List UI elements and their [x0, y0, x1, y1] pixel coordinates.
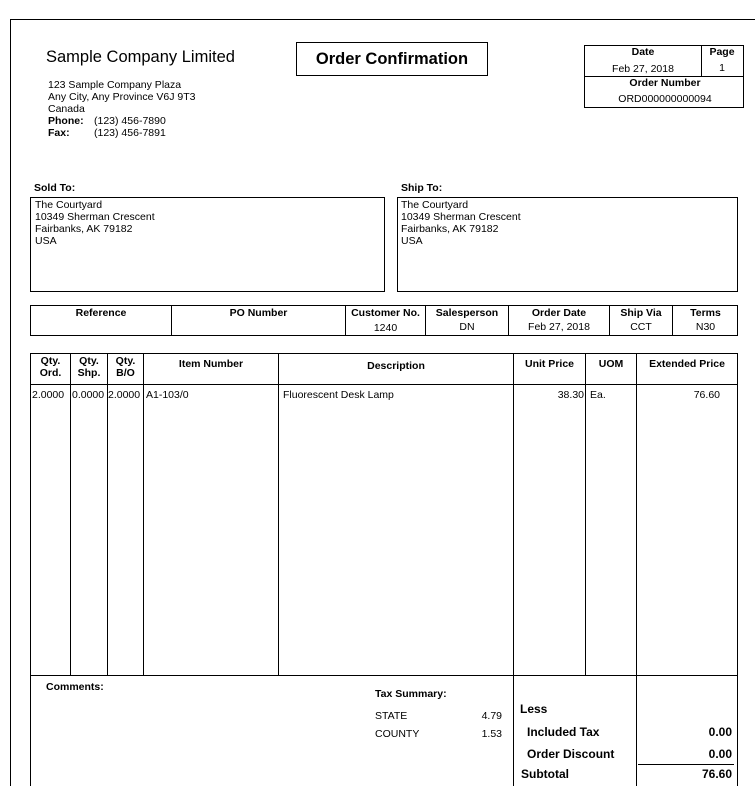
items-col-divider: [278, 353, 279, 676]
sold-to-line: Fairbanks, AK 79182: [35, 223, 133, 235]
order-date-label: Order Date: [531, 307, 587, 319]
cell-qty-shp: 0.0000: [72, 389, 105, 401]
order-number-value: ORD000000000094: [618, 93, 712, 105]
cell-uom: Ea.: [590, 389, 606, 401]
reference-label: Reference: [75, 307, 127, 319]
salesperson-value: DN: [459, 321, 475, 333]
date-value: Feb 27, 2018: [612, 63, 674, 75]
col-header-unit-price: Unit Price: [524, 358, 574, 370]
page-label: Page: [709, 46, 735, 58]
ship-to-line: The Courtyard: [401, 199, 469, 211]
items-header-bottom: [30, 384, 738, 385]
order-date-value: Feb 27, 2018: [528, 321, 590, 333]
comments-label: Comments:: [46, 681, 104, 693]
page-left-border: [10, 19, 11, 786]
po-number-label: PO Number: [229, 307, 288, 319]
company-address-line: Any City, Any Province V6J 9T3: [48, 91, 196, 103]
items-col-divider: [513, 353, 514, 786]
page-value: 1: [719, 62, 725, 74]
tax-name: STATE: [375, 710, 408, 722]
phone-value: (123) 456-7890: [94, 115, 166, 127]
sold-to-line: The Courtyard: [35, 199, 103, 211]
fax-value: (123) 456-7891: [94, 127, 166, 139]
col-header-qty-shp: [71, 355, 107, 379]
col-header-description: Description: [367, 360, 425, 372]
ship-to-line: Fairbanks, AK 79182: [401, 223, 499, 235]
col-header-qty-bo: [108, 355, 143, 379]
items-table-top: [30, 353, 738, 354]
company-address-line: 123 Sample Company Plaza: [48, 79, 182, 91]
items-col-divider: [737, 353, 738, 786]
sold-to-line: USA: [35, 235, 57, 247]
ship-to-label: Ship To:: [401, 182, 443, 194]
tax-summary-label: Tax Summary:: [375, 688, 447, 700]
col-header-line: Ord.: [39, 367, 62, 379]
col-header-line: Qty.: [40, 355, 61, 367]
subtotal-rule: [638, 764, 734, 765]
cell-description: Fluorescent Desk Lamp: [283, 389, 394, 401]
date-label: Date: [631, 46, 655, 58]
ship-via-label: Ship Via: [620, 307, 662, 319]
items-col-divider: [30, 353, 31, 786]
phone-label: Phone:: [48, 115, 84, 127]
tax-amount: 4.79: [481, 710, 502, 722]
col-header-uom: UOM: [598, 358, 624, 370]
cell-extended-price: 76.60: [693, 389, 720, 401]
ship-to-line: USA: [401, 235, 423, 247]
fax-label: Fax:: [48, 127, 70, 139]
company-address: [48, 79, 195, 115]
items-table-bottom: [30, 675, 738, 676]
order-discount-value: 0.00: [708, 747, 732, 761]
page-top-border: [10, 19, 755, 20]
items-col-divider: [143, 353, 144, 676]
cell-qty-bo: 2.0000: [108, 389, 141, 401]
items-col-divider: [636, 353, 637, 786]
company-name: Sample Company Limited: [46, 48, 235, 66]
order-discount-label: Order Discount: [527, 747, 615, 761]
company-address-line: Canada: [48, 103, 85, 115]
ship-to-address: [401, 199, 521, 247]
sold-to-label: Sold To:: [34, 182, 76, 194]
order-number-label: Order Number: [629, 77, 701, 89]
col-header-item-number: Item Number: [178, 358, 244, 370]
terms-label: Terms: [690, 307, 721, 319]
salesperson-label: Salesperson: [435, 307, 499, 319]
terms-value: N30: [695, 321, 716, 333]
included-tax-value: 0.00: [708, 725, 732, 739]
items-col-divider: [70, 353, 71, 676]
less-label: Less: [520, 702, 548, 716]
col-header-line: Qty.: [79, 355, 99, 367]
items-col-divider: [585, 353, 586, 676]
cell-qty-ord: 2.0000: [32, 389, 65, 401]
col-header-line: Qty.: [115, 355, 136, 367]
table-row: [0, 389, 755, 401]
document-title: Order Confirmation: [296, 42, 488, 76]
col-header-qty-ord: [31, 355, 70, 379]
cell-item-number: A1-103/0: [146, 389, 189, 401]
customer-no-value: 1240: [373, 322, 398, 334]
tax-amount: 1.53: [481, 728, 502, 740]
items-col-divider: [107, 353, 108, 676]
cell-unit-price: 38.30: [557, 389, 584, 401]
subtotal-label: Subtotal: [521, 767, 569, 781]
sold-to-address: [35, 199, 155, 247]
ship-via-value: CCT: [630, 321, 652, 333]
ship-to-line: 10349 Sherman Crescent: [401, 211, 521, 223]
col-header-line: B/O: [116, 367, 135, 379]
subtotal-value: 76.60: [701, 767, 732, 781]
col-header-line: Shp.: [77, 367, 101, 379]
included-tax-label: Included Tax: [527, 725, 600, 739]
col-header-extended-price: Extended Price: [649, 358, 725, 370]
tax-name: COUNTY: [375, 728, 420, 740]
sold-to-line: 10349 Sherman Crescent: [35, 211, 155, 223]
customer-no-label: Customer No.: [351, 307, 420, 319]
